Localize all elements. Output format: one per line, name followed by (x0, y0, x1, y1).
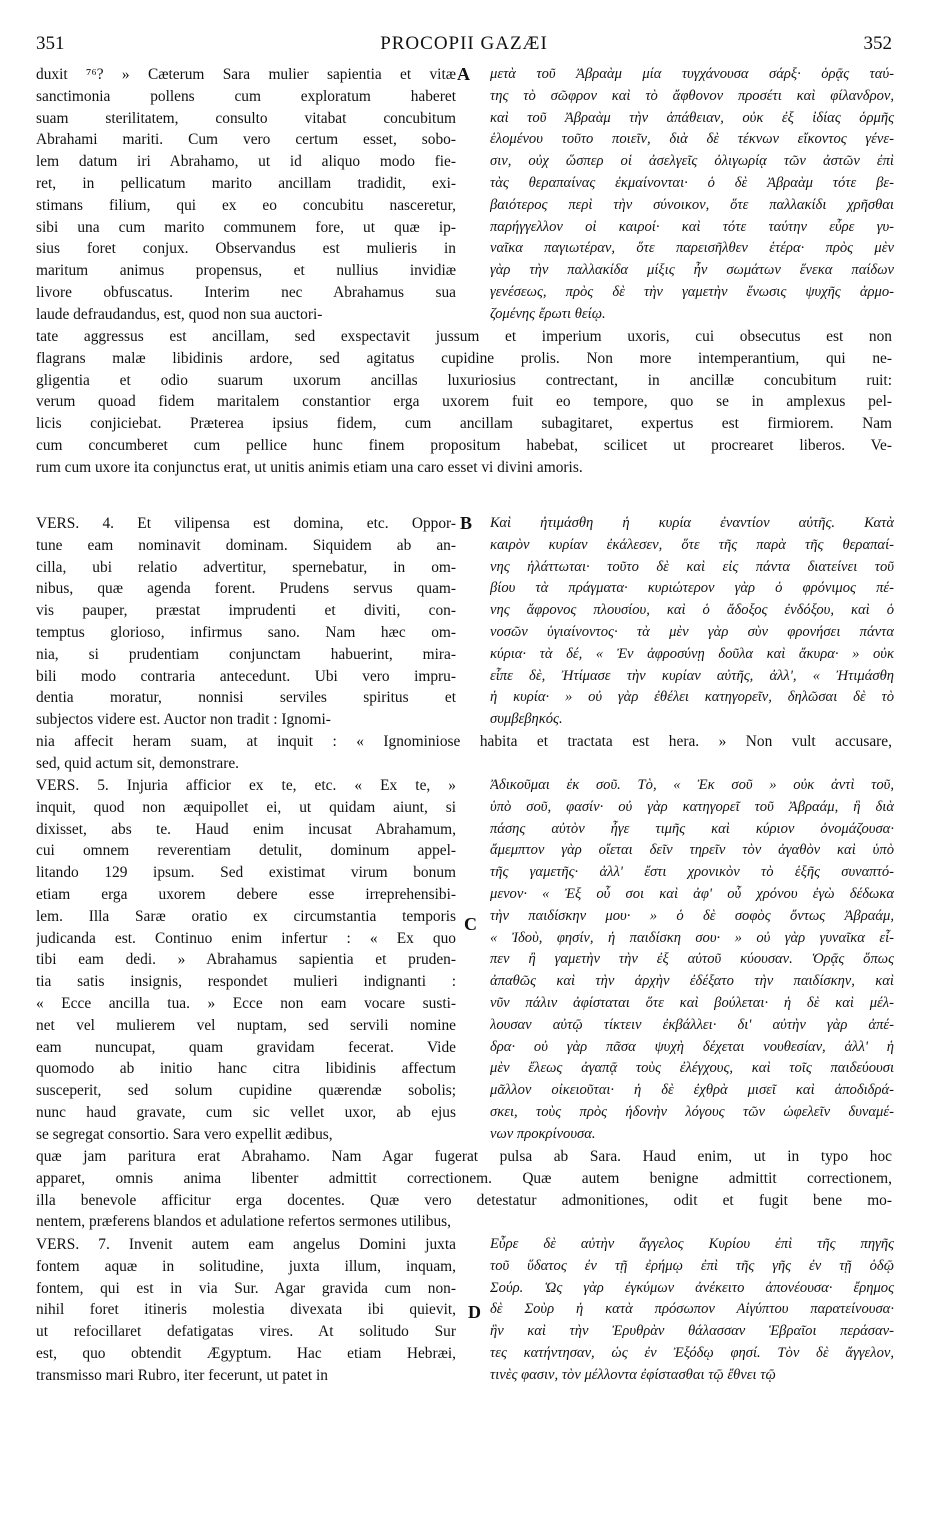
latin-column-block-2 (36, 513, 456, 731)
text-line: VERS. 7. Invenit autem eam angelus Domini juxta (36, 1236, 456, 1253)
text-line: judicanda est. Continuo enim infertur : « Ex quo (36, 929, 456, 947)
text-line: βίου τὰ πράγματα· κυριώτερον γὰρ ὁ φρόνιμος πέ- (490, 580, 894, 597)
text-line: nihil foret itineris molestia divexata ibi quievit, (36, 1301, 456, 1319)
text-line: τὰς θεραπαίνας ἐκμαίνονται· ὁ δὲ Ἀβραὰμ τότε βε- (490, 174, 894, 191)
text-line: μᾶλλον οἰκειοῦται· ἡ δὲ ἐχθρὰ μισεῖ καὶ ἀποδιδρά- (490, 1082, 894, 1099)
greek-column-block-3 (490, 775, 894, 1146)
text-line: cilla, ubi relatio advertitur, spernebatur, in om- (36, 558, 456, 576)
text-line: flagrans malæ libidinis ardore, sed agitatus cupidine prolis. Non more intemperantium, qui ne- (36, 349, 892, 367)
text-line: εἶπε δὲ, Ἠτίμασε τὴν κυρίαν αὐτῆς, ἀλλ', « Ἠτιμάσθη (490, 667, 894, 684)
text-line: μὲν ἔλεως ἀγαπᾷ τοὺς ἐλέγχους, καὶ τοῖς παιδεύουσι (490, 1060, 894, 1077)
text-line: illa benevole afficitur erga docentes. Quæ vero detestatur admonitiones, odit et fugit bene mo- (36, 1191, 892, 1209)
text-line: ζομένης ἔρωτι θείῳ. (490, 305, 606, 322)
text-line: bili modo contraria antecedunt. Ubi vero impru- (36, 667, 456, 685)
page-number-left: 351 (36, 33, 65, 54)
text-line: licis conjiciebat. Præterea ipsius fidem, cum ancillam subagitaret, expertus est firmiorem. Nam (36, 415, 892, 433)
text-line: μετὰ τοῦ Ἀβραὰμ μία τυγχάνουσα σάρξ· ὁρᾷς ταύ- (490, 66, 894, 82)
text-line: nia, si prudentiam conjunctam habuerint, mira- (36, 645, 456, 663)
text-line: susceperit, sed solum cupidine quærendæ sobolis; (36, 1082, 456, 1100)
text-line: dentia moratur, nonnisi serviles spiritus et (36, 689, 456, 707)
page-number-right: 352 (863, 33, 892, 54)
text-line: verum quoad fidem maritalem constantior erga uxorem fuit eo tempore, quo se in amplexus pel- (36, 393, 892, 411)
text-line: cui omnem reverentiam detulit, dominum appel- (36, 842, 456, 860)
text-line: Ἀδικοῦμαι ἐκ σοῦ. Τὸ, « Ἐκ σοῦ » οὐκ ἀντὶ τοῦ, (490, 777, 894, 793)
text-line: fontem aquæ in solitudine, juxta illum, inquam, (36, 1257, 456, 1275)
greek-column-block-1 (490, 64, 894, 326)
text-line: tia satis insignis, respondet mulieri indignanti : (36, 973, 456, 991)
text-line: νοσῶν ὑγιαίνοντος· τὰ μὲν γὰρ σὺν φρονήσει πάντα (490, 623, 894, 640)
text-line: quomodo ab initio hanc citra libidinis affectum (36, 1060, 456, 1078)
text-line: ἑλομένου τοῦτο ποιεῖν, διὰ δὲ τέκνων εἴκοντος γένε- (490, 131, 894, 148)
text-line: νων προκρίνουσα. (490, 1125, 596, 1142)
text-line: γὰρ τὴν παλλακίδα μίξις ἦν σωμάτων ἕνεκα παίδων (490, 262, 894, 279)
text-line: inquit, quod non æquipollet ei, ut quidam aiunt, si (36, 798, 456, 816)
text-line: νῦν πάλιν ἀφίσταται ὅτε καὶ βούλεται· ἡ δὲ καὶ μέλ- (490, 994, 894, 1011)
text-line: est, quo obtendit Ægyptum. Hac etiam Hebræi, (36, 1344, 456, 1362)
text-line: τῆς γαμετῆς· ἀλλ' ἔστι χρονικὸν τὸ ἑξῆς συναπτό- (490, 864, 894, 881)
text-line: subjectos videre est. Auctor non tradit : Ignomi- (36, 711, 331, 729)
text-line: Abrahami mariti. Cum vero certum esset, sobo- (36, 131, 456, 149)
latin-full-width-block-1 (36, 326, 892, 479)
text-line: cum concumberet cum pellice hunc finem propositum habebat, scilicet ut procrearet liberos. Ve- (36, 436, 892, 454)
text-line: δρα· οὐ γὰρ πᾶσα ψυχὴ δέχεται νουθεσίαν, ἀλλ' ἡ (490, 1038, 894, 1055)
text-line: tibi eam dedi. » Abrahamus sapientia et pruden- (36, 951, 456, 969)
text-line: τινὲς φασιν, τὸν μέλλοντα ἐφίστασθαι τῷ ἔθνει τῷ (490, 1366, 776, 1383)
text-line: μενον· « Ἐξ οὗ σοι καὶ ἀφ' οὗ χρόνου ἐγὼ δέδωκα (490, 885, 894, 902)
text-line: suam sterilitatem, consulto vitabat concubitum (36, 109, 456, 127)
text-line: Σούρ. Ὡς γὰρ ἐγκύμων ἀνέκειτο ἀπονέουσα· ἔρημος (490, 1279, 894, 1296)
text-line: Εὗρε δὲ αὐτὴν ἄγγελος Κυρίου ἐπὶ τῆς πηγῆς (490, 1236, 894, 1252)
text-line: vis pauper, præstat imprudenti et diviti, con- (36, 602, 456, 620)
text-line: τες κατήντησαν, ὡς ἐν Ἐξόδῳ φησί. Τὸν δὲ ἄγγελον, (490, 1344, 894, 1361)
text-line: σιν, οὐχ ὥσπερ οἱ ἀσελγεῖς ὀλιγωρίᾳ τῶν ἀστῶν ἐπὶ (490, 153, 894, 170)
latin-column-block-3 (36, 775, 456, 1146)
latin-full-width-block-2 (36, 731, 892, 775)
text-line: temptus glorioso, infirmus sano. Nam hæc om- (36, 623, 456, 641)
text-line: sius foret conjux. Observandus est mulieris in (36, 240, 456, 258)
text-line: ret, in pellicatum marito ancillam tradidit, exi- (36, 174, 456, 192)
text-line: σκει, τοὺς πρὸς ἡδονὴν λόγους τῶν ὠφελεῖν δυναμέ- (490, 1103, 894, 1120)
latin-column-block-4 (36, 1234, 456, 1387)
text-line: ἄμεμπτον γὰρ οἴεται δεῖν τηρεῖν τὸν ἀγαθὸν καὶ ὑπὸ (490, 842, 894, 859)
latin-full-width-block-3 (36, 1146, 892, 1233)
text-line: ut refocillaret defatigatas vires. At solitudo Sur (36, 1323, 456, 1341)
text-line: λουσαν αὐτῷ τίκτειν ἐκβάλλει· δι' αὐτὴν γὰρ ἀπέ- (490, 1016, 894, 1033)
text-line: ἀπαθῶς καὶ τὴν ἀρχὴν ἐδέξατο τὴν παιδίσκην, καὶ (490, 973, 894, 990)
text-line: τὴν παιδίσκην μου· » ὁ δὲ σοφὸς ὄντως Ἀβραάμ, (490, 907, 894, 924)
text-line: lem datum iri Abrahamo, ut id aliquo modo fie- (36, 153, 456, 171)
text-line: νης ἄφρονος πλουσίου, καὶ ὁ ἄδοξος ἐνδόξου, καὶ ὁ (490, 602, 894, 619)
text-line: της τὸ σῶφρον καὶ τὸ ἄφθονον προσέτι καὶ φίλανδρον, (490, 87, 894, 104)
text-line: ἣν καὶ τὴν Ἐρυθρὰν θάλασσαν Ἑβραῖοι περάσαν- (490, 1323, 894, 1340)
text-line: VERS. 5. Injuria afficior ex te, etc. « Ex te, » (36, 777, 456, 794)
text-line: apparet, omnis anima libenter admittit correctionem. Quæ autem benigne admittit correctionem, (36, 1169, 892, 1187)
text-line: rum cum uxore ita conjunctus erat, ut unitis animis etiam una caro esset vi divini amoris. (36, 458, 583, 476)
text-line: nunc haud gravate, cum sic vellet uxor, ab ejus (36, 1103, 456, 1121)
text-line: πεν ἢ γαμετὴν τὴν ἐξ αὐτοῦ κύουσαν. Ὁρᾷς ὅπως (490, 951, 894, 968)
text-line: dixisset, abs te. Haud enim incusat Abrahamum, (36, 820, 456, 838)
text-line: tune eam nominavit dominam. Siquidem ab an- (36, 536, 456, 554)
text-line: gligentia et odio suarum uxorum ancillas luxuriosius contrectant, in ancillæ concubitum ruit: (36, 371, 892, 389)
text-line: transmisso mari Rubro, iter fecerunt, ut patet in (36, 1366, 328, 1384)
text-line: δὲ Σοὺρ ἡ κατὰ πρόσωπον Αἰγύπτου παρατείνουσα· (490, 1301, 894, 1318)
section-marker-b: B (460, 513, 473, 533)
text-line: ὑπὸ σοῦ, φασίν· οὐ γὰρ κατηγορεῖ τοῦ Ἀβραάμ, ἣ διὰ (490, 798, 894, 815)
running-title: PROCOPII GAZÆI (380, 33, 548, 54)
text-line: « Ἰδοὺ, φησίν, ἡ παιδίσκη σου· » οὐ γὰρ γυναῖκα εἶ- (490, 929, 894, 946)
text-line: tate aggressus est ancillam, sed exspectavit jussum et imperium uxoris, cui obsecutus est non (36, 328, 892, 345)
text-line: quæ jam paritura erat Abrahamo. Nam Agar fugerat pulsa ab Sara. Haud enim, ut in typo hoc (36, 1148, 892, 1165)
text-line: maritum animus propensus, et nullius invidiæ (36, 262, 456, 280)
text-line: συμβεβηκός. (490, 711, 563, 728)
page-header (36, 33, 892, 57)
section-marker-a: A (457, 64, 470, 84)
text-line: sibi una cum marito communem fore, ut quæ ip- (36, 218, 456, 236)
text-line: livore obfuscatus. Interim nec Abrahamus sua (36, 283, 456, 301)
text-line: γενέσεως, πρὸς δὲ τὴν γαμετὴν ἕνωσις ψυχῆς ἁρμο- (490, 283, 894, 300)
text-line: VERS. 4. Et vilipensa est domina, etc. Oppor- (36, 515, 456, 532)
text-line: καὶ τοῦ Ἀβραὰμ τὴν ἀπάθειαν, οὐκ ἐξ ἰδίας ὁρμῆς (490, 109, 894, 126)
text-line: παρήγγελλον οἱ καιροί· καὶ τότε ταύτην εὗρε γυ- (490, 218, 894, 235)
text-line: laude defraudandus, est, quod non sua auctori- (36, 305, 323, 323)
latin-column-block-1 (36, 64, 456, 326)
text-line: πάσης αὐτὸν ἦγε τιμῆς καὶ κύριον ὀνομάζουσα· (490, 820, 894, 837)
section-marker-d: D (468, 1302, 481, 1322)
text-line: sanctimonia pollens cum exploratum haberet (36, 87, 456, 105)
text-line: se segregat consortio. Sara vero expellit ædibus, (36, 1125, 333, 1143)
text-line: nentem, præferens blandos et adulatione refertos sermones utilibus, (36, 1213, 452, 1231)
greek-column-block-4 (490, 1234, 894, 1387)
text-line: nia affecit heram suam, at inquit : « Ignominiose habita et tractata est hera. » Non vult accusare, (36, 733, 892, 750)
text-line: lem. Illa Saræ oratio ex circumstantia temporis (36, 907, 456, 925)
text-line: ἡ κυρία· » οὐ γὰρ ἐθέλει κατηγορεῖν, δηλῶσαι δὲ τὸ (490, 689, 894, 706)
text-line: ναῖκα παγιωτέραν, ὅτε παρεισῆλθεν ἑτέρα· πρὸς μὲν (490, 240, 894, 257)
text-line: « Ecce ancilla tua. » Ecce non eam vocare susti- (36, 994, 456, 1012)
section-marker-c: C (464, 914, 477, 934)
text-line: eam nuncupat, quam gravidam fecerat. Vide (36, 1038, 456, 1056)
text-line: κύρια· τὰ δέ, « Ἐν ἀφροσύνῃ δοῦλα καὶ ἄκυρα· » οὐκ (490, 645, 894, 662)
text-line: καιρὸν κυρίαν ἐκάλεσεν, ὅτε τῆς παρὰ τῆς θεραπαί- (490, 536, 894, 553)
text-line: sed, quid actum sit, demonstrare. (36, 754, 240, 772)
text-line: νης ἡλάττωται· τοῦτο δὲ καὶ εἰς πάντα διατείνει τοῦ (490, 558, 894, 575)
text-line: etiam erga uxorem debere esse irreprehensibi- (36, 885, 456, 903)
text-line: nibus, quæ agenda forent. Prudens servus quam- (36, 580, 456, 598)
text-line: duxit ⁷⁶? » Cæterum Sara mulier sapientia et vitæ (36, 66, 456, 83)
text-line: fontem, qui est in via Sur. Agar gravida cum non- (36, 1279, 456, 1297)
text-line: litando 129 ipsum. Sed existimat virum bonum (36, 864, 456, 882)
text-line: stimans filium, qui ex eo concubitu nasceretur, (36, 196, 456, 214)
text-line: τοῦ ὕδατος ἐν τῇ ἐρήμῳ ἐπὶ τῆς γῆς ἐν τῇ ὁδῷ (490, 1257, 894, 1274)
greek-column-block-2 (490, 513, 894, 731)
text-line: βαιότερος περὶ τὴν σύνοικον, ὅτε παλλακίδι χρῆσθαι (490, 196, 894, 213)
text-line: Καὶ ἠτιμάσθη ἡ κυρία ἐναντίον αὐτῆς. Κατὰ (490, 515, 894, 531)
text-line: net vel mulierem vel nuptam, sed servili nomine (36, 1016, 456, 1034)
